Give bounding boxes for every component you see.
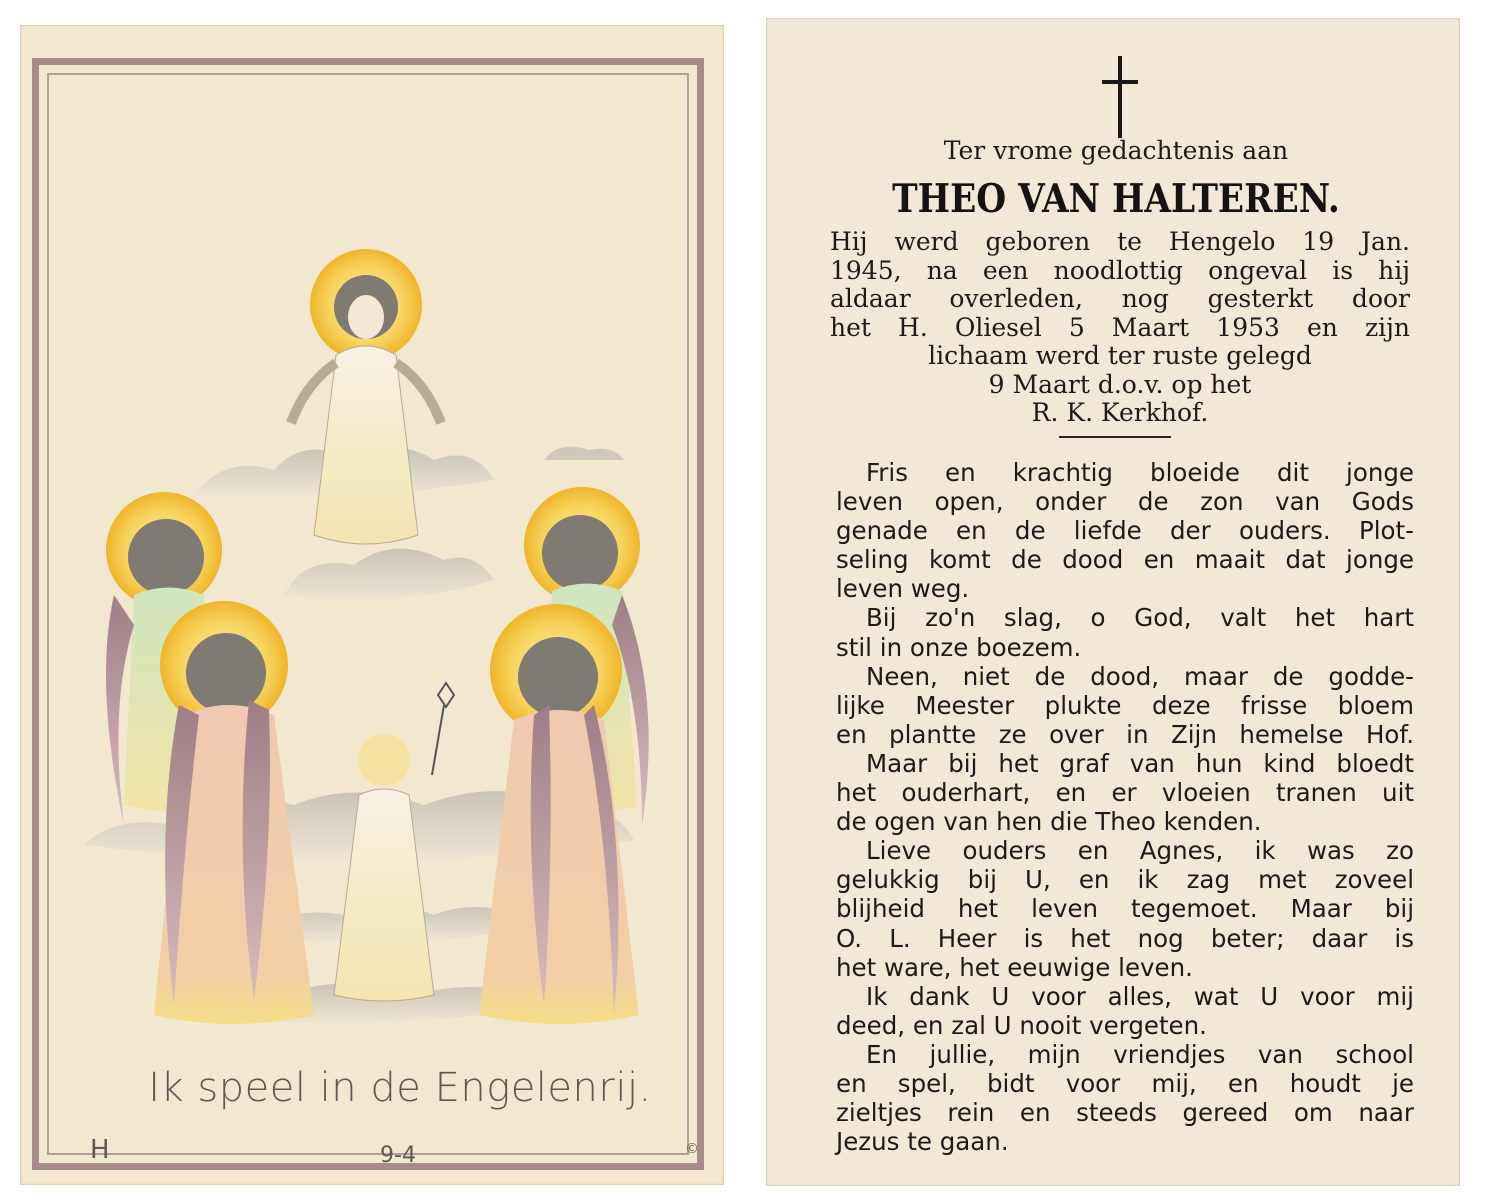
text-line: Ik dank U voor alles, wat U voor mij	[866, 981, 1414, 1011]
holy-card-front	[20, 25, 724, 1185]
cross-icon	[1102, 56, 1138, 138]
text-line: en plantte ze over in Zijn hemelse Hof.	[836, 719, 1414, 749]
text-line: deed, en zal U nooit vergeten.	[836, 1010, 1207, 1040]
divider-rule	[1059, 436, 1171, 438]
deceased-name: THEO VAN HALTEREN.	[892, 176, 1340, 222]
text-line: zieltjes rein en steeds gereed om naar	[836, 1098, 1414, 1128]
bio-line: 1945, na een noodlottig ongeval is hij	[830, 255, 1410, 285]
text-line: het ware, het eeuwige leven.	[836, 952, 1193, 982]
copyright-mark: ©	[685, 1141, 699, 1157]
text-line: en spel, bidt voor mij, en houdt je	[836, 1068, 1414, 1098]
text-line: En jullie, mijn vriendjes van school	[866, 1039, 1414, 1069]
angels-illustration	[74, 195, 704, 1055]
text-line: de ogen van hen die Theo kenden.	[836, 807, 1262, 837]
text-line: Bij zo'n slag, o God, valt het hart	[866, 603, 1414, 633]
christ-figure	[291, 249, 441, 544]
text-line: Maar bij het graf van hun kind bloedt	[866, 748, 1414, 778]
text-line: genade en de liefde der ouders. Plot-	[836, 516, 1414, 546]
biography-block	[830, 228, 1410, 428]
holy-card-back	[766, 18, 1460, 1186]
bio-line: aldaar overleden, nog gesterkt door	[830, 284, 1410, 313]
bio-line: 9 Maart d.o.v. op het	[988, 369, 1252, 399]
text-line: leven open, onder de zon van Gods	[836, 487, 1414, 517]
bio-line: het H. Oliesel 5 Maart 1953 en zijn	[830, 312, 1410, 342]
text-line: leven weg.	[836, 574, 970, 604]
text-line: Neen, niet de dood, maar de godde-	[866, 661, 1414, 691]
text-line: blijheid het leven tegemoet. Maar bij	[836, 894, 1414, 924]
memorial-intro: Ter vrome gedachtenis aan	[943, 136, 1289, 165]
text-line: seling komt de dood en maait dat jonge	[836, 545, 1414, 575]
card-caption: Ik speel in de Engelenrij.	[148, 1065, 652, 1111]
angel-front-right	[479, 604, 639, 1024]
artist-monogram: H	[90, 1135, 110, 1165]
text-line: stil in onze boezem.	[836, 632, 1082, 662]
text-line: Lieve ouders en Agnes, ik was zo	[866, 836, 1414, 866]
bio-line: lichaam werd ter ruste gelegd	[928, 341, 1312, 370]
text-line: gelukkig bij U, en ik zag met zoveel	[836, 865, 1414, 895]
bio-line: Hij werd geboren te Hengelo 19 Jan.	[830, 227, 1410, 256]
memorial-text	[836, 458, 1414, 1156]
bio-line: R. K. Kerkhof.	[1031, 398, 1209, 427]
text-line: lijke Meester plukte deze frisse bloem	[836, 690, 1414, 720]
text-line: Fris en krachtig bloeide dit jonge	[866, 458, 1414, 487]
text-line: het ouderhart, en er vloeien tranen uit	[836, 778, 1414, 808]
text-line: O. L. Heer is het nog beter; daar is	[836, 923, 1414, 953]
card-number: 9-4	[380, 1143, 416, 1168]
text-line: Jezus te gaan.	[836, 1127, 1009, 1157]
